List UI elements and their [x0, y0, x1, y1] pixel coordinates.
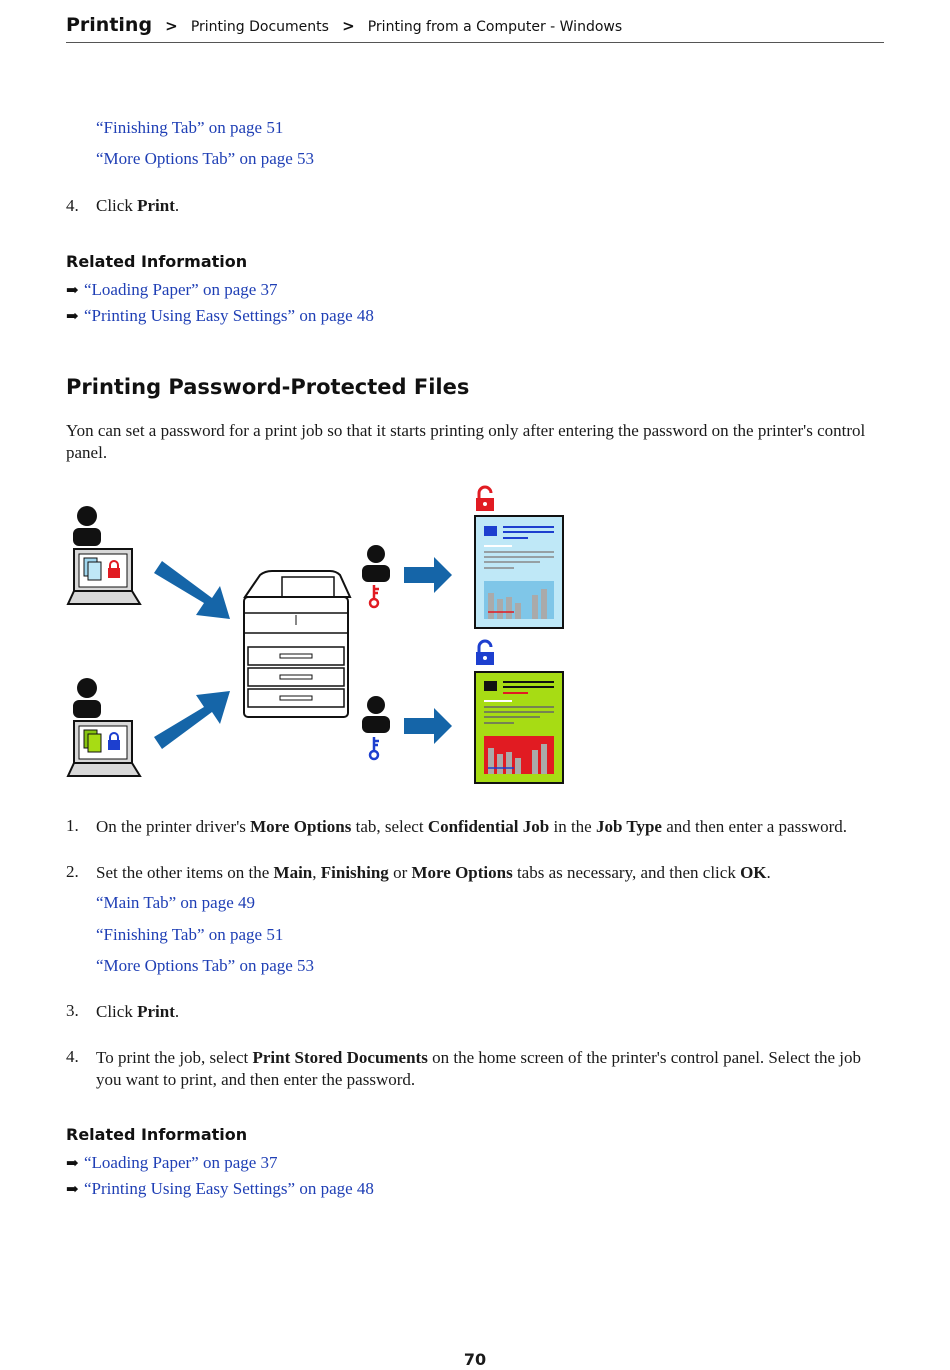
step-number: 4.: [66, 1047, 79, 1066]
related-item: [66, 280, 278, 300]
password-print-illustration: [60, 485, 580, 790]
step-number: 3.: [66, 1001, 79, 1020]
right-arrow-icon: ➡: [66, 308, 79, 325]
step-number: 2.: [66, 862, 79, 881]
step-text: Click Print.: [96, 1002, 180, 1021]
user-icon: [362, 696, 390, 733]
breadcrumb-item: Printing Documents: [190, 19, 329, 35]
printed-document-icon: [475, 516, 563, 628]
related-item: [66, 1179, 374, 1199]
printed-document-icon: [475, 672, 563, 783]
arrow-right: [404, 708, 452, 744]
key-icon: [370, 585, 379, 607]
user-icon: [73, 678, 101, 718]
related-item: [66, 1153, 278, 1173]
printer-icon: [244, 571, 350, 717]
user-icon: [73, 506, 101, 546]
link-easy-settings[interactable]: “Printing Using Easy Settings” on page 48: [84, 306, 374, 325]
breadcrumb-separator: >: [342, 17, 355, 35]
header-section-title: Printing: [66, 14, 153, 36]
step-text: On the printer driver's More Options tab, select Confidential Job in the Job Type and then enter a password.: [96, 817, 848, 836]
step-text: To print the job, select Print Stored Documents on the home screen of the printer's control panel. Select the job you want to print, and then enter the password.: [96, 1048, 861, 1089]
laptop-icon: [68, 721, 140, 776]
link-more-options-tab[interactable]: “More Options Tab” on page 53: [96, 956, 315, 975]
step-number: 4.: [66, 196, 79, 215]
link-more-options-tab[interactable]: “More Options Tab” on page 53: [96, 149, 315, 168]
link-easy-settings[interactable]: “Printing Using Easy Settings” on page 48: [84, 1179, 374, 1198]
related-information-heading: Related Information: [66, 1125, 248, 1144]
laptop-icon: [68, 549, 140, 604]
breadcrumb-item: Printing from a Computer - Windows: [367, 19, 623, 35]
arrow-right: [404, 557, 452, 593]
unlocked-padlock-icon: [476, 641, 494, 665]
link-finishing-tab[interactable]: “Finishing Tab” on page 51: [96, 118, 284, 137]
link-loading-paper[interactable]: “Loading Paper” on page 37: [84, 280, 278, 299]
step-text: Set the other items on the Main, Finishing or More Options tabs as necessary, and then click OK.: [96, 863, 771, 882]
section-intro: Yon can set a password for a print job so that it starts printing only after entering the password on the printer's control panel.: [66, 421, 866, 462]
page-number: 70: [463, 1350, 487, 1369]
arrow-to-printer: [154, 561, 230, 619]
step-number: 1.: [66, 816, 79, 835]
key-icon: [370, 737, 379, 759]
related-information-heading: Related Information: [66, 252, 248, 271]
user-icon: [362, 545, 390, 582]
section-title: Printing Password-Protected Files: [66, 375, 470, 399]
step-text: Click Print.: [96, 196, 180, 215]
link-finishing-tab[interactable]: “Finishing Tab” on page 51: [96, 925, 284, 944]
link-loading-paper[interactable]: “Loading Paper” on page 37: [84, 1153, 278, 1172]
right-arrow-icon: ➡: [66, 1155, 79, 1172]
related-item: [66, 306, 374, 326]
unlocked-padlock-icon: [476, 487, 494, 511]
page-header: [66, 14, 884, 43]
right-arrow-icon: ➡: [66, 282, 79, 299]
right-arrow-icon: ➡: [66, 1181, 79, 1198]
link-main-tab[interactable]: “Main Tab” on page 49: [96, 893, 256, 912]
breadcrumb-separator: >: [165, 17, 178, 35]
arrow-to-printer: [154, 691, 230, 749]
